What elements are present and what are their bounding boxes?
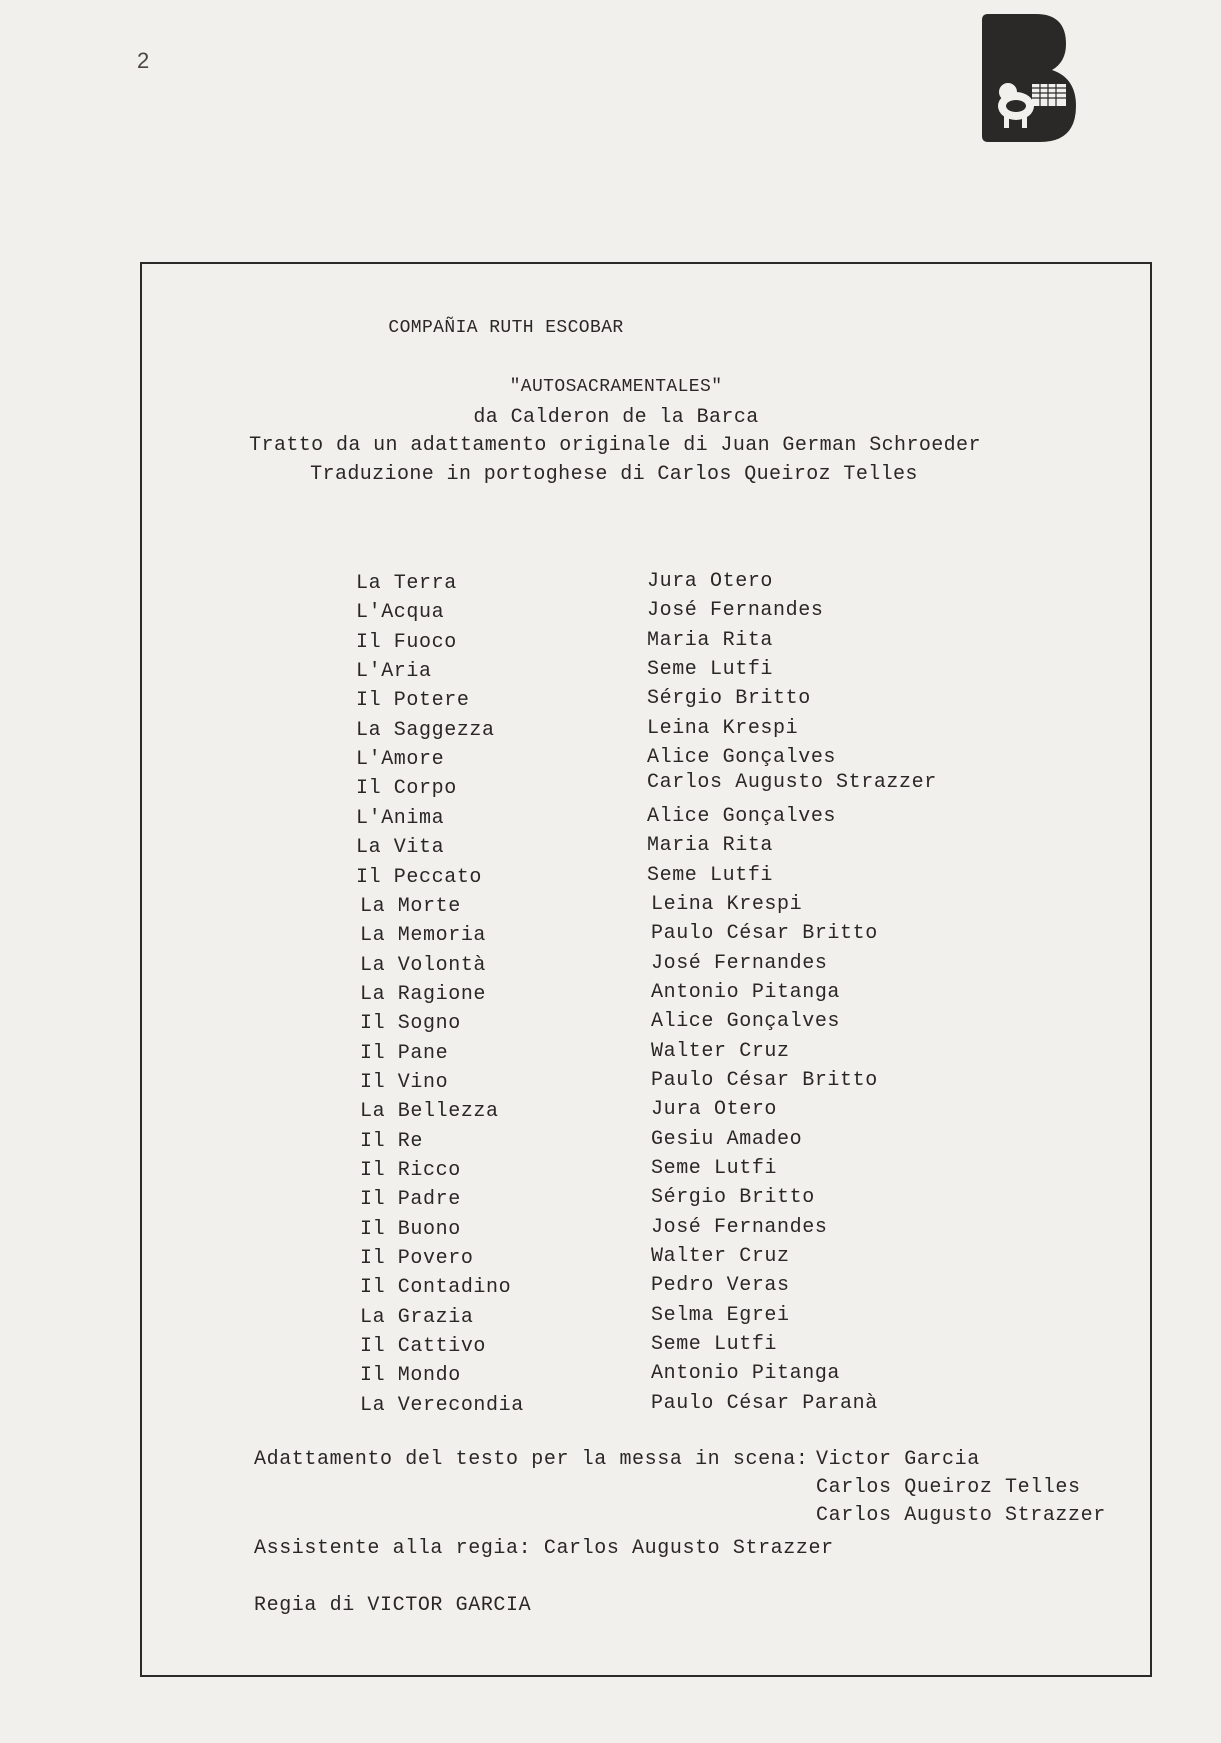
cast-actor: Seme Lutfi bbox=[651, 1157, 778, 1180]
cast-role: La Volontà bbox=[360, 954, 487, 977]
cast-actor: Seme Lutfi bbox=[651, 1333, 778, 1356]
cast-role: La Vita bbox=[356, 836, 445, 859]
assistant-director-credit: Assistente alla regia: Carlos Augusto Strazzer bbox=[254, 1537, 834, 1560]
cast-actor: Jura Otero bbox=[647, 570, 774, 593]
cast-role: Il Fuoco bbox=[356, 631, 457, 654]
adaptation-line: Tratto da un adattamento originale di Juan German Schroeder bbox=[249, 434, 981, 457]
cast-role: La Grazia bbox=[360, 1306, 474, 1329]
cast-actor: Carlos Augusto Strazzer bbox=[647, 771, 937, 794]
cast-role: Il Contadino bbox=[360, 1276, 512, 1299]
cast-role: Il Peccato bbox=[356, 866, 483, 889]
cast-role: La Bellezza bbox=[360, 1100, 499, 1123]
cast-actor: Seme Lutfi bbox=[647, 658, 774, 681]
cast-role: Il Cattivo bbox=[360, 1335, 487, 1358]
cast-actor: Selma Egrei bbox=[651, 1304, 790, 1327]
cast-role: Il Corpo bbox=[356, 777, 457, 800]
biennale-lion-logo bbox=[978, 10, 1084, 146]
cast-actor: Alice Gonçalves bbox=[647, 805, 837, 828]
cast-role: Il Potere bbox=[356, 689, 470, 712]
cast-role: L'Acqua bbox=[356, 601, 445, 624]
cast-actor: José Fernandes bbox=[651, 1216, 828, 1239]
cast-actor: Maria Rita bbox=[647, 629, 774, 652]
cast-actor: Pedro Veras bbox=[651, 1274, 790, 1297]
cast-role: L'Anima bbox=[356, 807, 445, 830]
cast-role: L'Aria bbox=[356, 660, 432, 683]
adaptation-credit-name-1: Victor Garcia bbox=[816, 1448, 980, 1471]
cast-actor: Maria Rita bbox=[647, 834, 774, 857]
cast-actor: Antonio Pitanga bbox=[651, 981, 841, 1004]
cast-role: Il Mondo bbox=[360, 1364, 461, 1387]
cast-role: La Ragione bbox=[360, 983, 487, 1006]
cast-role: Il Pane bbox=[360, 1042, 449, 1065]
cast-role: Il Povero bbox=[360, 1247, 474, 1270]
cast-actor: Alice Gonçalves bbox=[647, 746, 837, 769]
cast-actor: Sérgio Britto bbox=[647, 687, 811, 710]
cast-role: La Memoria bbox=[360, 924, 487, 947]
cast-role: L'Amore bbox=[356, 748, 445, 771]
cast-actor: Paulo César Britto bbox=[651, 1069, 878, 1092]
adaptation-credit-name-2: Carlos Queiroz Telles bbox=[816, 1476, 1081, 1499]
cast-actor: Gesiu Amadeo bbox=[651, 1128, 803, 1151]
cast-actor: Leina Krespi bbox=[647, 717, 799, 740]
cast-actor: Leina Krespi bbox=[651, 893, 803, 916]
play-title: "AUTOSACRAMENTALES" bbox=[509, 377, 723, 397]
cast-role: Il Padre bbox=[360, 1188, 461, 1211]
cast-actor: Seme Lutfi bbox=[647, 864, 774, 887]
adaptation-credit-label: Adattamento del testo per la messa in scena: bbox=[254, 1448, 809, 1471]
cast-role: La Verecondia bbox=[360, 1394, 524, 1417]
cast-actor: Paulo César Britto bbox=[651, 922, 878, 945]
cast-role: La Morte bbox=[360, 895, 461, 918]
cast-actor: Paulo César Paranà bbox=[651, 1392, 878, 1415]
author-line: da Calderon de la Barca bbox=[473, 406, 759, 429]
cast-role: Il Ricco bbox=[360, 1159, 461, 1182]
company-name: COMPAÑIA RUTH ESCOBAR bbox=[388, 318, 624, 338]
cast-actor: Walter Cruz bbox=[651, 1040, 790, 1063]
adaptation-credit-name-3: Carlos Augusto Strazzer bbox=[816, 1504, 1106, 1527]
cast-actor: Alice Gonçalves bbox=[651, 1010, 841, 1033]
cast-actor: José Fernandes bbox=[651, 952, 828, 975]
cast-role: Il Vino bbox=[360, 1071, 449, 1094]
cast-actor: Jura Otero bbox=[651, 1098, 778, 1121]
cast-actor: Antonio Pitanga bbox=[651, 1362, 841, 1385]
translation-line: Traduzione in portoghese di Carlos Queiroz Telles bbox=[310, 463, 918, 486]
cast-actor: Walter Cruz bbox=[651, 1245, 790, 1268]
director-credit: Regia di VICTOR GARCIA bbox=[254, 1594, 532, 1617]
cast-role: Il Buono bbox=[360, 1218, 461, 1241]
cast-actor: José Fernandes bbox=[647, 599, 824, 622]
cast-role: La Terra bbox=[356, 572, 457, 595]
program-frame bbox=[140, 262, 1152, 1677]
cast-role: La Saggezza bbox=[356, 719, 495, 742]
cast-actor: Sérgio Britto bbox=[651, 1186, 815, 1209]
cast-role: Il Re bbox=[360, 1130, 424, 1153]
page-number: 2 bbox=[137, 48, 150, 73]
cast-role: Il Sogno bbox=[360, 1012, 461, 1035]
